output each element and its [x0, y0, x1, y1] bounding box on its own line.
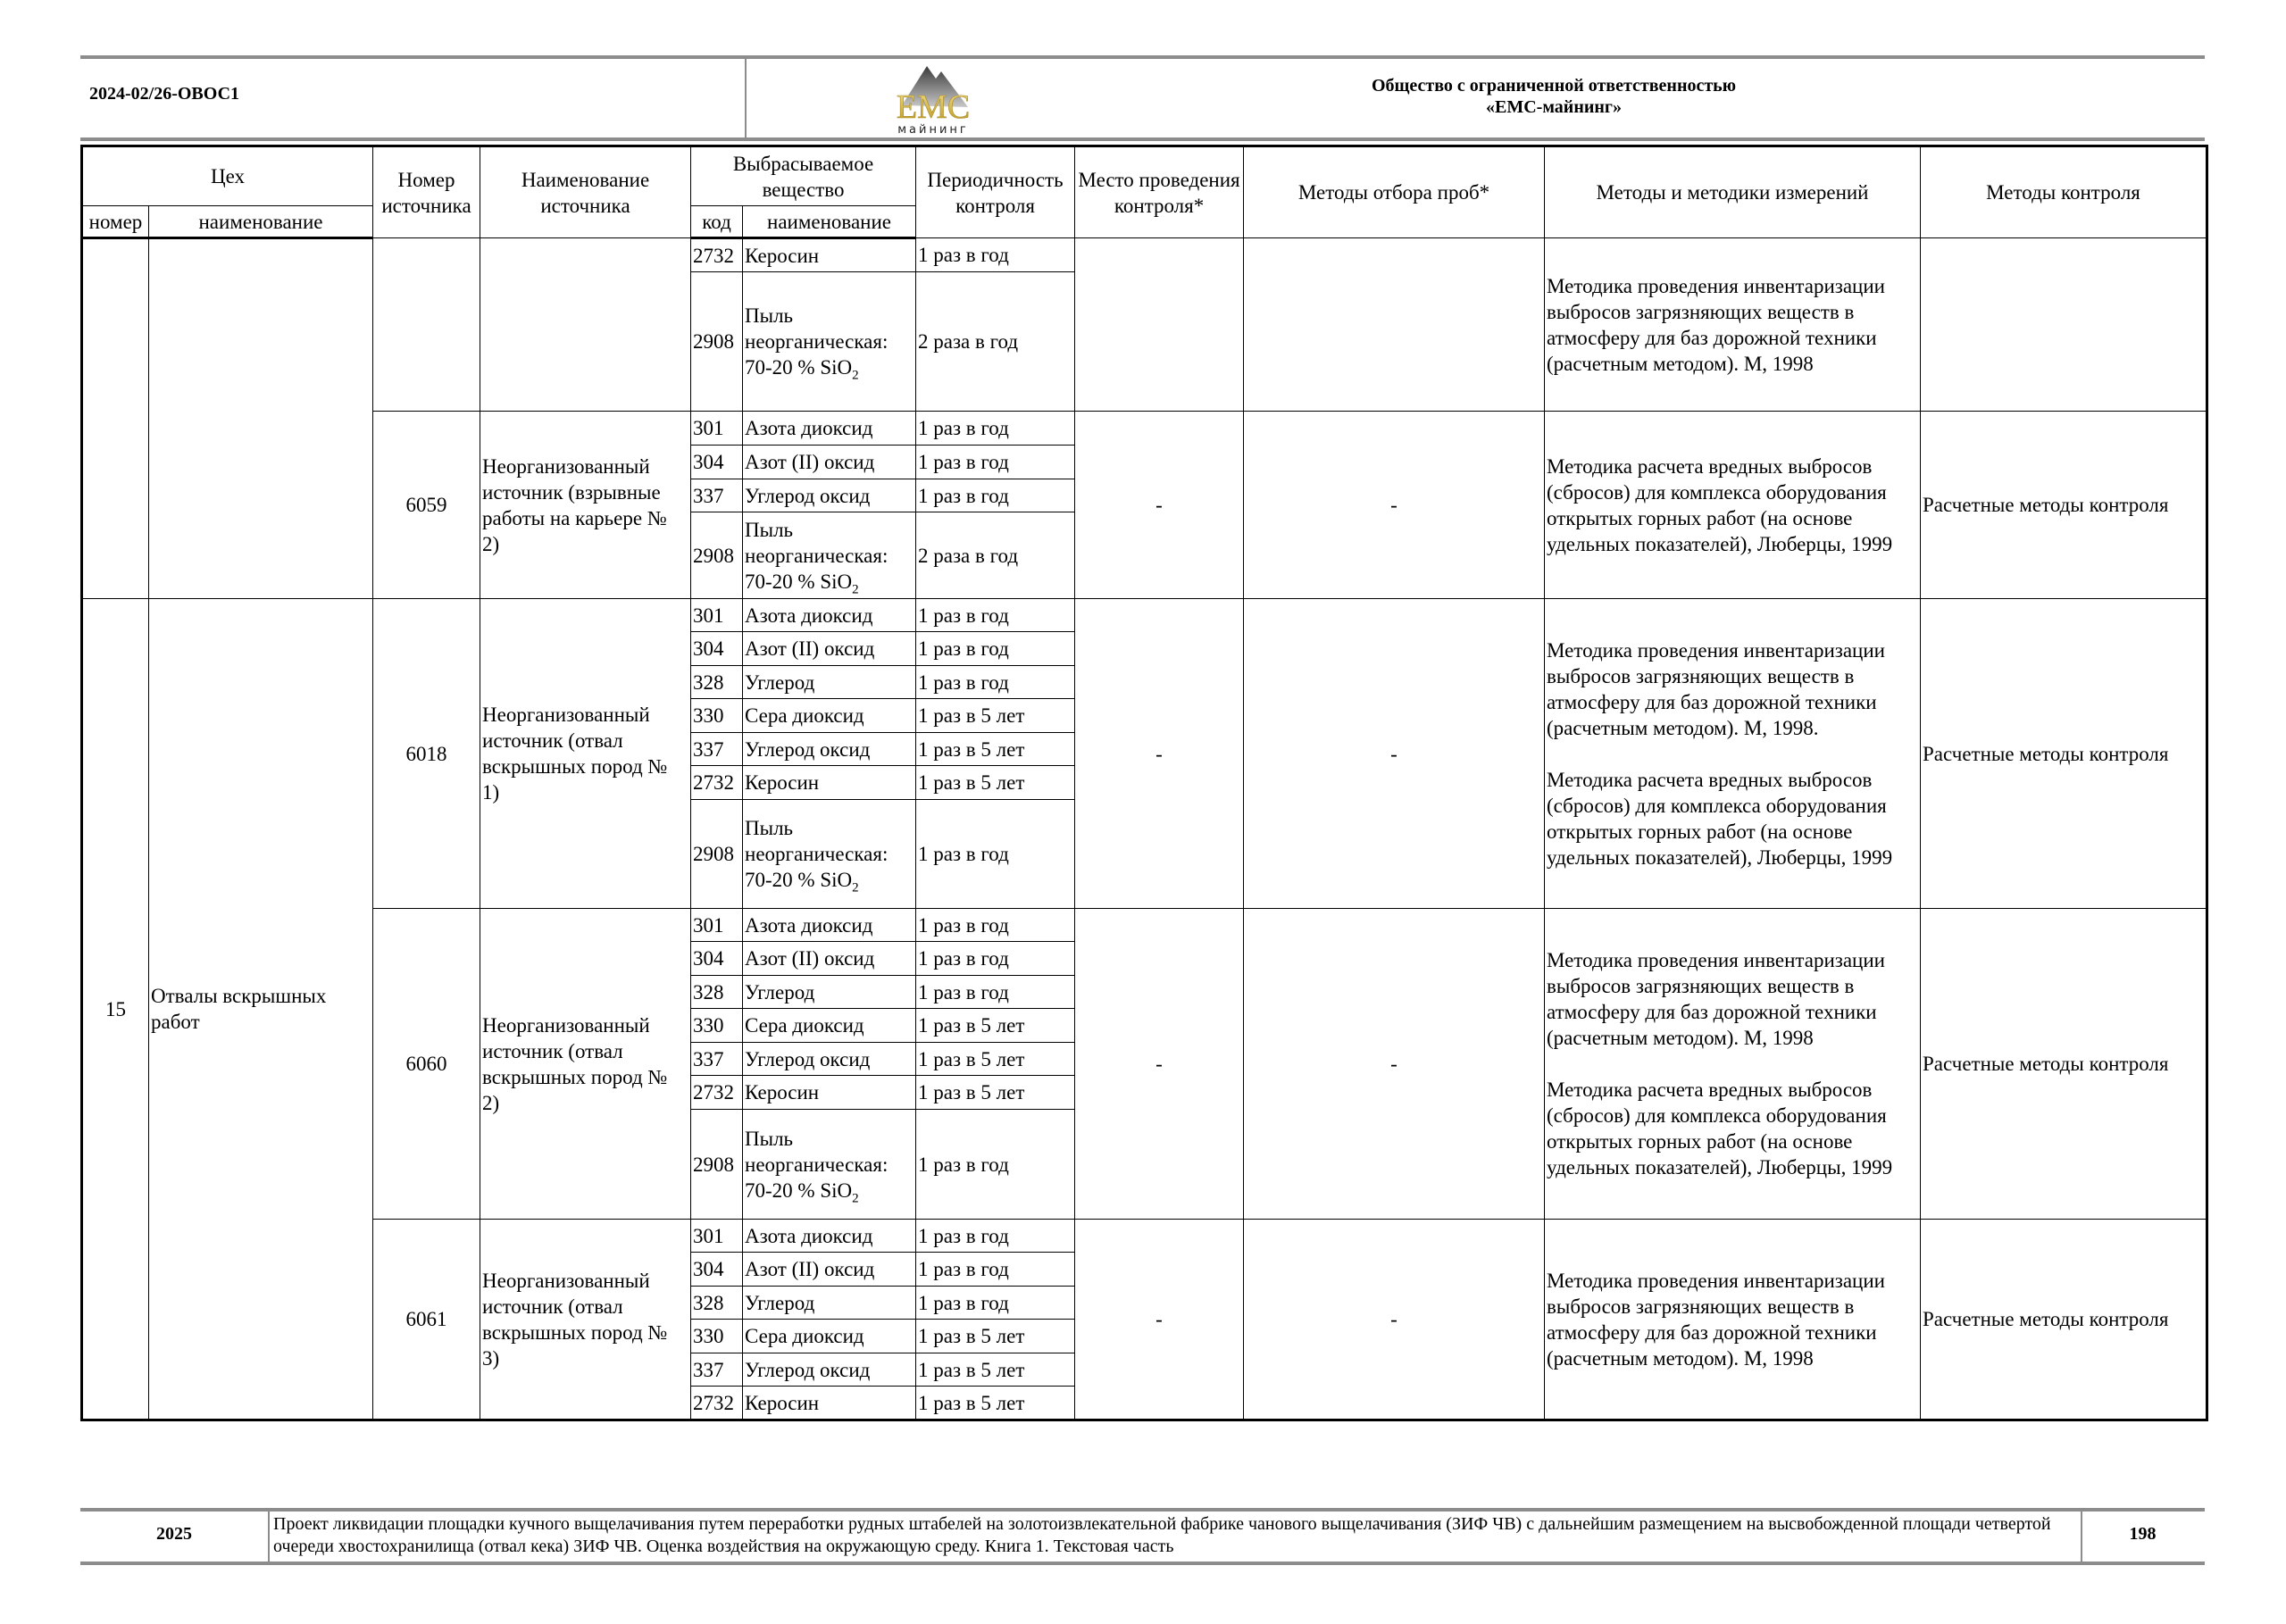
substance-name: Азота диоксид — [745, 417, 873, 439]
shop-number-cell: 15 — [82, 599, 149, 1420]
periodicity-cell: 1 раз в 5 лет — [916, 1009, 1075, 1043]
substance-name: Азота диоксид — [745, 913, 873, 937]
substance-code-cell: 301 — [691, 1220, 743, 1253]
subscript: 2 — [852, 582, 859, 597]
substance-code-cell: 304 — [691, 942, 743, 976]
substance-code-cell: 2732 — [691, 1076, 743, 1110]
table-row — [82, 909, 2207, 942]
sampling-method-cell — [1244, 238, 1545, 412]
substance-name-cell — [743, 942, 916, 976]
substance-name-cell — [743, 699, 916, 733]
substance-code-cell: 337 — [691, 479, 743, 512]
organization-line-1: Общество с ограниченной ответственностью — [1371, 76, 1737, 96]
sampling-method-cell: - — [1244, 909, 1545, 1220]
substance-name-cell — [743, 272, 916, 412]
table-row — [82, 599, 2207, 632]
substance-code-cell: 301 — [691, 909, 743, 942]
substance-name: Керосин — [745, 1391, 820, 1414]
control-place-cell: - — [1075, 412, 1244, 599]
control-place-cell: - — [1075, 599, 1244, 909]
substance-name: Азота диоксид — [745, 604, 873, 627]
source-number-cell: 6060 — [373, 909, 480, 1220]
control-place-cell — [1075, 238, 1244, 412]
substance-name: Углерод — [745, 980, 815, 1004]
substance-code-cell: 2908 — [691, 272, 743, 412]
substance-name-cell — [743, 800, 916, 909]
substance-name-cell — [743, 632, 916, 666]
substance-name-cell — [743, 766, 916, 800]
subscript: 2 — [852, 368, 859, 383]
substance-name-cell — [743, 1387, 916, 1420]
measurement-method-cell: Методика проведения инвентаризации выбросов загрязняющих веществ в атмосферу для баз дорожной техники (расчетным методом). М, 1998. Методика расчета вредных выбросов (сбросов) для комплекса оборудования открытых горных работ (на основе удельных показателей), Люберцы, 1999 — [1545, 599, 1921, 909]
substance-name: Углерод — [745, 1291, 815, 1314]
source-name-cell: Неорганизованный источник (взрывные работы на карьере № 2) — [480, 412, 691, 599]
substance-name: Азот (II) оксид — [745, 451, 875, 473]
substance-code-cell: 2908 — [691, 1110, 743, 1220]
periodicity-cell: 1 раз в год — [916, 909, 1075, 942]
periodicity-cell: 1 раз в 5 лет — [916, 1353, 1075, 1387]
periodicity-cell: 1 раз в 5 лет — [916, 766, 1075, 800]
col-header-source-number: Номер источника — [373, 146, 480, 238]
substance-name: Углерод оксид — [745, 484, 871, 507]
substance-name: Углерод — [745, 670, 815, 694]
control-method-cell: Расчетные методы контроля — [1921, 412, 2207, 599]
periodicity-cell: 1 раз в год — [916, 1287, 1075, 1320]
control-method-cell: Расчетные методы контроля — [1921, 909, 2207, 1220]
footer-year: 2025 — [156, 1524, 192, 1544]
footer-divider — [268, 1512, 270, 1562]
substance-name: Азот (II) оксид — [745, 947, 875, 970]
substance-code-cell: 2732 — [691, 766, 743, 800]
measurement-method-cell: Методика проведения инвентаризации выбросов загрязняющих веществ в атмосферу для баз дорожной техники (расчетным методом). М, 1998 — [1545, 238, 1921, 412]
source-number-cell: 6018 — [373, 599, 480, 909]
source-number-cell — [373, 238, 480, 412]
substance-name: Пыль неорганическая: 70-20 % SiO — [745, 1127, 889, 1202]
source-number-cell: 6061 — [373, 1220, 480, 1420]
footer-description: Проект ликвидации площадки кучного выщелачивания путем переработки рудных штабелей на золотоизвлекательной фабрике чанового выщелачивания (ЗИФ ЧВ) с дальнейшим размещением на высвобожденной площади четвертой очереди хвостохранилища (отвал кека) ЗИФ ЧВ. Оценка воздействия на окружающую среду. Книга 1. Текстовая часть — [273, 1514, 2051, 1556]
table-row — [82, 238, 2207, 272]
substance-code-cell: 2732 — [691, 238, 743, 272]
periodicity-cell: 1 раз в 5 лет — [916, 1387, 1075, 1420]
substance-name: Углерод оксид — [745, 1358, 871, 1381]
substance-name: Пыль неорганическая: 70-20 % SiO — [745, 817, 889, 891]
substance-name-cell — [743, 1320, 916, 1353]
periodicity-cell: 1 раз в год — [916, 479, 1075, 512]
substance-name-cell — [743, 666, 916, 699]
header-divider — [745, 59, 747, 137]
periodicity-cell: 1 раз в 5 лет — [916, 733, 1075, 766]
col-header-control: Методы контроля — [1921, 146, 2207, 238]
substance-code-cell: 2732 — [691, 1387, 743, 1420]
col-header-sampling: Методы отбора проб* — [1244, 146, 1545, 238]
monitoring-table — [80, 145, 2208, 1421]
col-header-place: Место проведения контроля* — [1075, 146, 1244, 238]
substance-code-cell: 330 — [691, 1009, 743, 1043]
substance-code-cell: 330 — [691, 699, 743, 733]
substance-name: Углерод оксид — [745, 737, 871, 761]
periodicity-cell: 1 раз в год — [916, 599, 1075, 632]
substance-name-cell — [743, 733, 916, 766]
substance-code-cell: 301 — [691, 412, 743, 446]
substance-code-cell: 328 — [691, 666, 743, 699]
source-name-cell: Неорганизованный источник (отвал вскрышных пород № 1) — [480, 599, 691, 909]
substance-name-cell — [743, 446, 916, 479]
table-row — [82, 1220, 2207, 1253]
substance-code-cell: 304 — [691, 632, 743, 666]
substance-name-cell — [743, 238, 916, 272]
subscript: 2 — [852, 880, 859, 895]
shop-name-cell: Отвалы вскрышных работ — [149, 599, 373, 1420]
sampling-method-cell: - — [1244, 599, 1545, 909]
col-header-substance-code: код — [691, 206, 743, 238]
substance-name: Керосин — [745, 1081, 820, 1103]
document-code: 2024-02/26-ОВОС1 — [89, 84, 240, 104]
control-place-cell: - — [1075, 909, 1244, 1220]
substance-name-cell — [743, 1253, 916, 1287]
periodicity-cell: 1 раз в год — [916, 800, 1075, 909]
periodicity-cell: 1 раз в 5 лет — [916, 1320, 1075, 1353]
substance-name: Пыль неорганическая: 70-20 % SiO — [745, 518, 889, 593]
substance-name: Азота диоксид — [745, 1224, 873, 1247]
source-number-cell: 6059 — [373, 412, 480, 599]
periodicity-cell: 1 раз в 5 лет — [916, 1076, 1075, 1110]
col-header-source-name: Наименование источника — [480, 146, 691, 238]
source-name-cell — [480, 238, 691, 412]
source-name-cell: Неорганизованный источник (отвал вскрышных пород № 2) — [480, 909, 691, 1220]
substance-code-cell: 2908 — [691, 800, 743, 909]
logo-emc-text: ЕМС — [896, 88, 971, 126]
substance-name-cell — [743, 1009, 916, 1043]
substance-code-cell: 328 — [691, 1287, 743, 1320]
substance-name-cell — [743, 1220, 916, 1253]
substance-name-cell — [743, 479, 916, 512]
col-header-periodicity: Периодичность контроля — [916, 146, 1075, 238]
substance-name: Сера диоксид — [745, 1325, 864, 1347]
control-place-cell: - — [1075, 1220, 1244, 1420]
shop-name-cell — [149, 238, 373, 599]
substance-name: Керосин — [745, 244, 820, 267]
substance-name-cell — [743, 412, 916, 446]
substance-name: Сера диоксид — [745, 1014, 864, 1037]
page-header — [80, 55, 2205, 141]
substance-name: Пыль неорганическая: 70-20 % SiO — [745, 304, 889, 379]
organization-line-2: «ЕМС-майнинг» — [1486, 97, 1622, 117]
substance-code-cell: 304 — [691, 446, 743, 479]
substance-name-cell — [743, 976, 916, 1009]
substance-code-cell: 2908 — [691, 512, 743, 599]
logo-mining-text: майнинг — [897, 123, 969, 136]
control-method-cell — [1921, 238, 2207, 412]
substance-name: Керосин — [745, 771, 820, 794]
substance-code-cell: 328 — [691, 976, 743, 1009]
control-method-cell: Расчетные методы контроля — [1921, 1220, 2207, 1420]
periodicity-cell: 1 раз в год — [916, 412, 1075, 446]
sampling-method-cell: - — [1244, 412, 1545, 599]
substance-name-cell — [743, 1043, 916, 1076]
substance-code-cell: 301 — [691, 599, 743, 632]
col-header-shop: Цех — [82, 146, 373, 206]
substance-name-cell — [743, 1287, 916, 1320]
substance-name-cell — [743, 599, 916, 632]
periodicity-cell: 1 раз в 5 лет — [916, 1043, 1075, 1076]
sampling-method-cell: - — [1244, 1220, 1545, 1420]
substance-name: Азот (II) оксид — [745, 1258, 875, 1280]
periodicity-cell: 1 раз в год — [916, 1253, 1075, 1287]
col-header-shop-number: номер — [82, 206, 149, 238]
control-method-cell: Расчетные методы контроля — [1921, 599, 2207, 909]
page-number: 198 — [2129, 1524, 2157, 1544]
measurement-method-cell: Методика расчета вредных выбросов (сбросов) для комплекса оборудования открытых горных работ (на основе удельных показателей), Люберцы, 1999 — [1545, 412, 1921, 599]
measurement-method-cell: Методика проведения инвентаризации выбросов загрязняющих веществ в атмосферу для баз дорожной техники (расчетным методом). М, 1998 — [1545, 1220, 1921, 1420]
source-name-cell: Неорганизованный источник (отвал вскрышных пород № 3) — [480, 1220, 691, 1420]
periodicity-cell: 1 раз в год — [916, 632, 1075, 666]
substance-code-cell: 337 — [691, 1353, 743, 1387]
substance-name: Сера диоксид — [745, 704, 864, 727]
substance-name-cell — [743, 1076, 916, 1110]
periodicity-cell: 2 раза в год — [916, 272, 1075, 412]
col-header-substance-name: наименование — [743, 206, 916, 238]
shop-number-cell — [82, 238, 149, 599]
periodicity-cell: 1 раз в 5 лет — [916, 699, 1075, 733]
periodicity-cell: 1 раз в год — [916, 942, 1075, 976]
table-row — [82, 412, 2207, 446]
substance-name-cell — [743, 1110, 916, 1220]
periodicity-cell: 1 раз в год — [916, 666, 1075, 699]
substance-name-cell — [743, 909, 916, 942]
col-header-shop-name: наименование — [149, 206, 373, 238]
periodicity-cell: 1 раз в год — [916, 238, 1075, 272]
periodicity-cell: 1 раз в год — [916, 446, 1075, 479]
substance-name-cell — [743, 512, 916, 599]
substance-name-cell — [743, 1353, 916, 1387]
company-logo — [875, 61, 991, 136]
substance-code-cell: 330 — [691, 1320, 743, 1353]
page-footer — [80, 1508, 2205, 1565]
periodicity-cell: 1 раз в год — [916, 1220, 1075, 1253]
organization-name — [1241, 75, 1866, 118]
periodicity-cell: 2 раза в год — [916, 512, 1075, 599]
col-header-measurement: Методы и методики измерений — [1545, 146, 1921, 238]
subscript: 2 — [852, 1191, 859, 1206]
substance-code-cell: 304 — [691, 1253, 743, 1287]
substance-code-cell: 337 — [691, 733, 743, 766]
substance-name: Азот (II) оксид — [745, 637, 875, 660]
periodicity-cell: 1 раз в год — [916, 976, 1075, 1009]
col-header-substance: Выбрасываемое вещество — [691, 146, 916, 206]
substance-name: Углерод оксид — [745, 1047, 871, 1070]
periodicity-cell: 1 раз в год — [916, 1110, 1075, 1220]
measurement-method-cell: Методика проведения инвентаризации выбросов загрязняющих веществ в атмосферу для баз дорожной техники (расчетным методом). М, 1998 Методика расчета вредных выбросов (сбросов) для комплекса оборудования открытых горных работ (на основе удельных показателей), Люберцы, 1999 — [1545, 909, 1921, 1220]
substance-code-cell: 337 — [691, 1043, 743, 1076]
table-body — [82, 238, 2207, 1420]
